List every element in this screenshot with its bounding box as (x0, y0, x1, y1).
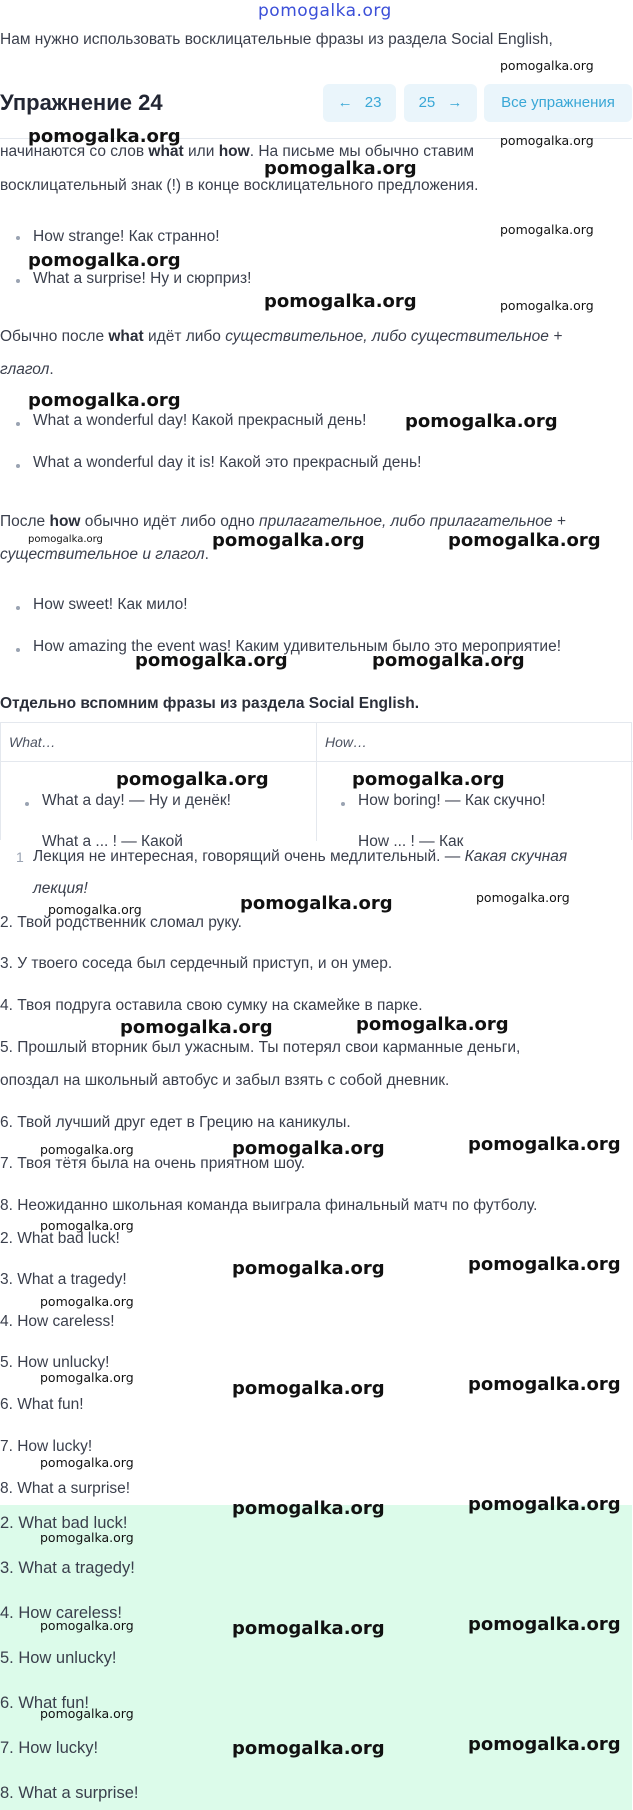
watermark: pomogalka.org (500, 222, 594, 237)
page-title: Упражнение 24 (0, 90, 163, 115)
task-item: 6. Твой лучший друг едет в Грецию на каникулы. (0, 1114, 351, 1131)
bullet (16, 236, 20, 240)
answer-item: 7. How lucky! (0, 1438, 93, 1455)
watermark: pomogalka.org (405, 411, 558, 432)
watermark: pomogalka.org (120, 1017, 273, 1038)
all-exercises-button[interactable]: Все упражнения (484, 84, 632, 122)
watermark: pomogalka.org (500, 298, 594, 313)
watermark: pomogalka.org (40, 1142, 134, 1157)
table-cell: How boring! — Как скучно! (358, 792, 546, 809)
answer-item: 3. What a tragedy! (0, 1271, 127, 1288)
watermark: pomogalka.org (40, 1706, 134, 1721)
next-exercise-label: 25 (418, 94, 436, 111)
arrow-right-icon: → (447, 94, 463, 111)
theory-paragraph-2-line-2: глагол. (0, 361, 54, 378)
watermark: pomogalka.org (40, 1618, 134, 1633)
watermark: pomogalka.org (232, 1258, 385, 1279)
theory-paragraph-1: начинаются со слов what или how. На письме мы обычно ставим (0, 143, 475, 160)
watermark: pomogalka.org (232, 1378, 385, 1399)
watermark: pomogalka.org (468, 1134, 621, 1155)
answer-item: 2. What bad luck! (0, 1230, 120, 1247)
task-item: 2. Твой родственник сломал руку. (0, 914, 242, 931)
bullet (16, 464, 20, 468)
bullet (341, 802, 345, 806)
table-divider (1, 761, 633, 762)
answer-item: 2. What bad luck! (0, 1514, 128, 1532)
theory-paragraph-3-line-2: существительное и глагол. (0, 546, 209, 563)
task-item: 8. Неожиданно школьная команда выиграла финальный матч по футболу. (0, 1197, 538, 1214)
watermark: pomogalka.org (232, 1498, 385, 1519)
watermark: pomogalka.org (40, 1370, 134, 1385)
watermark: pomogalka.org (232, 1618, 385, 1639)
watermark: pomogalka.org (28, 390, 181, 411)
watermark: pomogalka.org (48, 902, 142, 917)
answer-item: 6. What fun! (0, 1396, 84, 1413)
watermark: pomogalka.org (356, 1014, 509, 1035)
task-item: 4. Твоя подруга оставила свою сумку на скамейке в парке. (0, 997, 423, 1014)
theory-paragraph-4: Отдельно вспомним фразы из раздела Social English. (0, 695, 420, 712)
task-item: 5. Прошлый вторник был ужасным. Ты потерял свои карманные деньги, (0, 1039, 521, 1056)
watermark: pomogalka.org (212, 530, 365, 551)
watermark: pomogalka.org (264, 158, 417, 179)
table-cell: What a ... ! — Какой (42, 833, 183, 850)
bullet (16, 279, 20, 283)
prev-exercise-button[interactable] (323, 84, 396, 122)
watermark: pomogalka.org (448, 530, 601, 551)
answer-item: 5. How unlucky! (0, 1354, 110, 1371)
watermark: pomogalka.org (476, 890, 570, 905)
watermark: pomogalka.org (28, 250, 181, 271)
task-item: 3. У твоего соседа был сердечный приступ, и он умер. (0, 955, 393, 972)
watermark: pomogalka.org (500, 133, 594, 148)
bullet (16, 606, 20, 610)
watermark: pomogalka.org (468, 1494, 621, 1515)
watermark: pomogalka.org (40, 1455, 134, 1470)
watermark: pomogalka.org (40, 1218, 134, 1233)
table-cell: How ... ! — Как (358, 833, 464, 850)
site-logo[interactable]: pomogalka.org (258, 1, 392, 21)
answer-item: 4. How careless! (0, 1604, 122, 1622)
watermark: pomogalka.org (40, 1530, 134, 1545)
intro-text: Нам нужно использовать восклицательные фразы из раздела Social English, (0, 31, 553, 48)
answer-item: 3. What a tragedy! (0, 1559, 135, 1577)
theory-paragraph-1-line-2: восклицательный знак (!) в конце восклицательного предложения. (0, 177, 479, 194)
answer-item: 5. How unlucky! (0, 1649, 117, 1667)
watermark: pomogalka.org (240, 893, 393, 914)
bullet (16, 422, 20, 426)
watermark: pomogalka.org (116, 769, 269, 790)
watermark: pomogalka.org (468, 1734, 621, 1755)
table-cell: What a day! — Ну и денёк! (42, 792, 231, 809)
theory-paragraph-2: Обычно после what идёт либо существительное, либо существительное + (0, 328, 563, 345)
bullet (16, 648, 20, 652)
task-item-1-line-2: лекция! (33, 880, 88, 897)
watermark: pomogalka.org (372, 650, 525, 671)
watermark: pomogalka.org (468, 1374, 621, 1395)
watermark: pomogalka.org (232, 1738, 385, 1759)
table-header-what: What… (9, 734, 56, 750)
list-item: How sweet! Как мило! (33, 596, 188, 613)
watermark: pomogalka.org (264, 291, 417, 312)
watermark: pomogalka.org (40, 1294, 134, 1309)
theory-paragraph-3: После how обычно идёт либо одно прилагательное, либо прилагательное + (0, 513, 566, 530)
task-item: опоздал на школьный автобус и забыл взять с собой дневник. (0, 1072, 450, 1089)
watermark: pomogalka.org (28, 126, 181, 147)
answer-item: 8. What a surprise! (0, 1480, 131, 1497)
table-divider (316, 723, 317, 841)
watermark: pomogalka.org (468, 1254, 621, 1275)
answer-item: 7. How lucky! (0, 1739, 99, 1757)
answer-item: 8. What a surprise! (0, 1784, 139, 1802)
list-item: How amazing the event was! Каким удивительным было это мероприятие! (33, 638, 562, 655)
answer-item: 6. What fun! (0, 1694, 89, 1712)
next-exercise-button[interactable] (404, 84, 477, 122)
table-header-how: How… (325, 734, 368, 750)
list-item: What a surprise! Ну и сюрприз! (33, 270, 252, 287)
watermark: pomogalka.org (352, 769, 505, 790)
bullet (25, 802, 29, 806)
watermark: pomogalka.org (468, 1614, 621, 1635)
phrases-table (0, 722, 632, 850)
arrow-left-icon: ← (337, 94, 353, 111)
watermark: pomogalka.org (232, 1138, 385, 1159)
watermark: pomogalka.org (500, 58, 594, 73)
list-item: How strange! Как странно! (33, 228, 220, 245)
answer-item: 4. How careless! (0, 1313, 115, 1330)
prev-exercise-label: 23 (364, 94, 382, 111)
task-item: 7. Твоя тётя была на очень приятном шоу. (0, 1155, 306, 1172)
list-item: What a wonderful day! Какой прекрасный день! (33, 412, 367, 429)
watermark: pomogalka.org (135, 650, 288, 671)
task-item-number: 1 (16, 849, 24, 865)
task-item-1: Лекция не интересная, говорящий очень медлительный. — Какая скучная (33, 848, 568, 865)
list-item: What a wonderful day it is! Какой это прекрасный день! (33, 454, 422, 471)
watermark: pomogalka.org (28, 534, 103, 545)
